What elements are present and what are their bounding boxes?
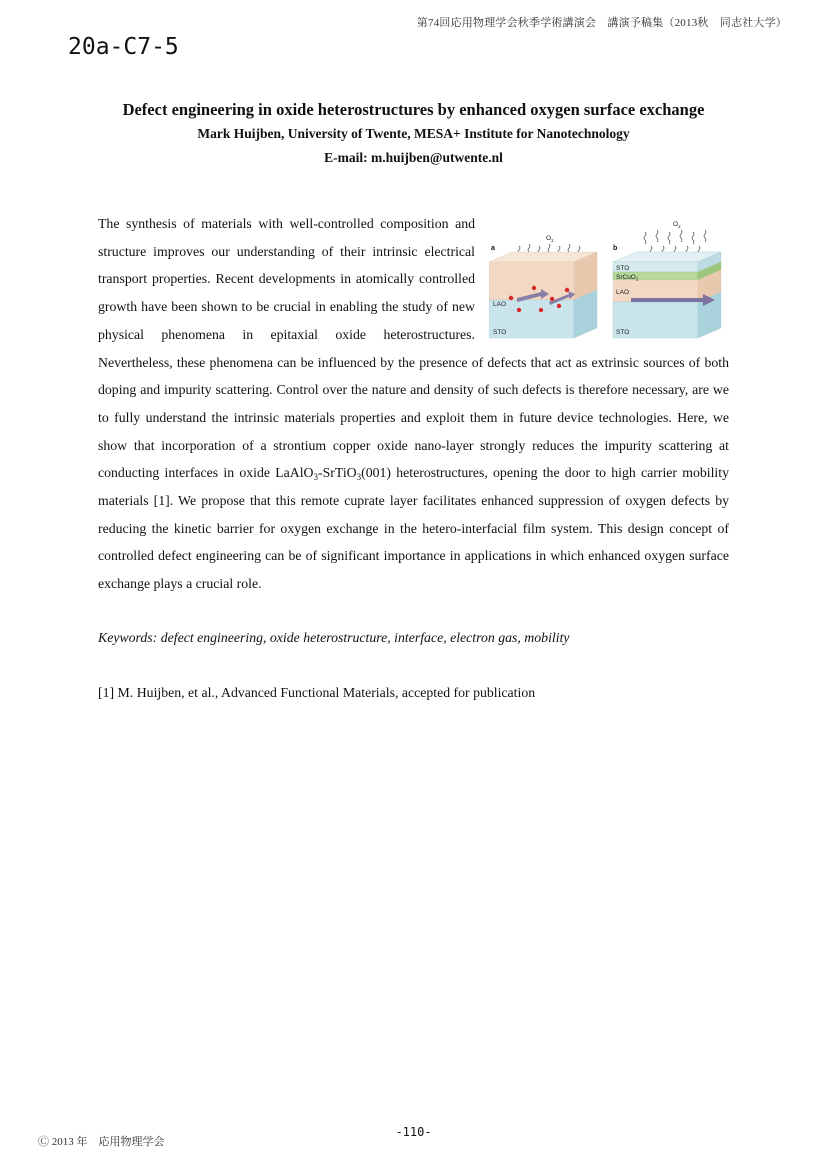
figure-panel-b [613, 221, 721, 338]
abstract-text-part3: (001) heterostructures, opening the door to high carrier mobility materials [1]. We propose that this remote cuprate layer facilitates enhanced suppression of oxygen defects by reducing the kinetic barrier for oxygen exchange in the hetero-interfacial film system. This design concept of controlled defect engineering can be of significant importance in applications in which enhanced oxygen surface exchange plays a crucial role. [98, 465, 729, 592]
abstract-text-part1: The synthesis of materials with well-controlled composition and structure improves our understanding of their intrinsic electrical transport properties. Recent developments in atomically controlled growth have been shown to be crucial in enabling the study of new physical phenomena in epitaxial oxide heterostructures. Nevertheless, these phenomena can be influenced by the presence of defects that act as extrinsic sources of both doping and impurity scattering. Control over the nature and density of such defects is therefore necessary, are we to fully understand the intrinsic materials properties and exploit them in future device technologies. Here, we show that incorporation of a strontium copper oxide nano-layer strongly reduces the impurity scattering at conducting interfaces in oxide LaAlO [98, 216, 729, 481]
panel-a-o2-label: $O_2$ [546, 235, 554, 243]
panel-a-letter: a [491, 245, 495, 252]
paper-email: E-mail: m.huijben@utwente.nl [324, 150, 503, 165]
panel-a-sto-label: STO [493, 329, 507, 336]
paper-authors: Mark Huijben, University of Twente, MESA+ Institute for Nanotechnology [197, 126, 630, 141]
paper-title: Defect engineering in oxide heterostructures by enhanced oxygen surface exchange [122, 100, 705, 119]
abstract-sub2: 3 [356, 472, 362, 483]
panel-b-srcuo2-label: SrCuO$_2$ [616, 274, 639, 282]
panel-b-o2-label: $O_2$ [673, 221, 681, 229]
abstract-body [98, 210, 729, 598]
conference-header: 第74回応用物理学会秋季学術講演会 講演予稿集（2013秋 同志社大学） [416, 17, 787, 29]
panel-a-lao-front [489, 262, 574, 300]
heterostructure-figure [489, 214, 729, 346]
page-number: -110- [395, 1125, 432, 1139]
abstract-text-part2: -SrTiO [318, 465, 357, 481]
figure-svg [489, 214, 729, 346]
panel-b-lao-label: LAO [616, 289, 630, 296]
abstract-sub1: 3 [313, 472, 319, 483]
panel-a-lao-label: LAO [493, 301, 507, 308]
panel-b-sto-label: STO [616, 329, 630, 336]
reference-1: [1] M. Huijben, et al., Advanced Functional Materials, accepted for publication [98, 685, 536, 700]
keywords: Keywords: defect engineering, oxide heterostructure, interface, electron gas, mobility [98, 630, 570, 645]
panel-b-sto-cap-label: STO [616, 265, 630, 272]
session-id: 20a-C7-5 [68, 34, 179, 60]
figure-panel-a [489, 235, 597, 338]
panel-b-letter: b [613, 245, 618, 252]
copyright: Ⓒ 2013 年 応用物理学会 [38, 1136, 165, 1148]
title-block [0, 100, 827, 166]
